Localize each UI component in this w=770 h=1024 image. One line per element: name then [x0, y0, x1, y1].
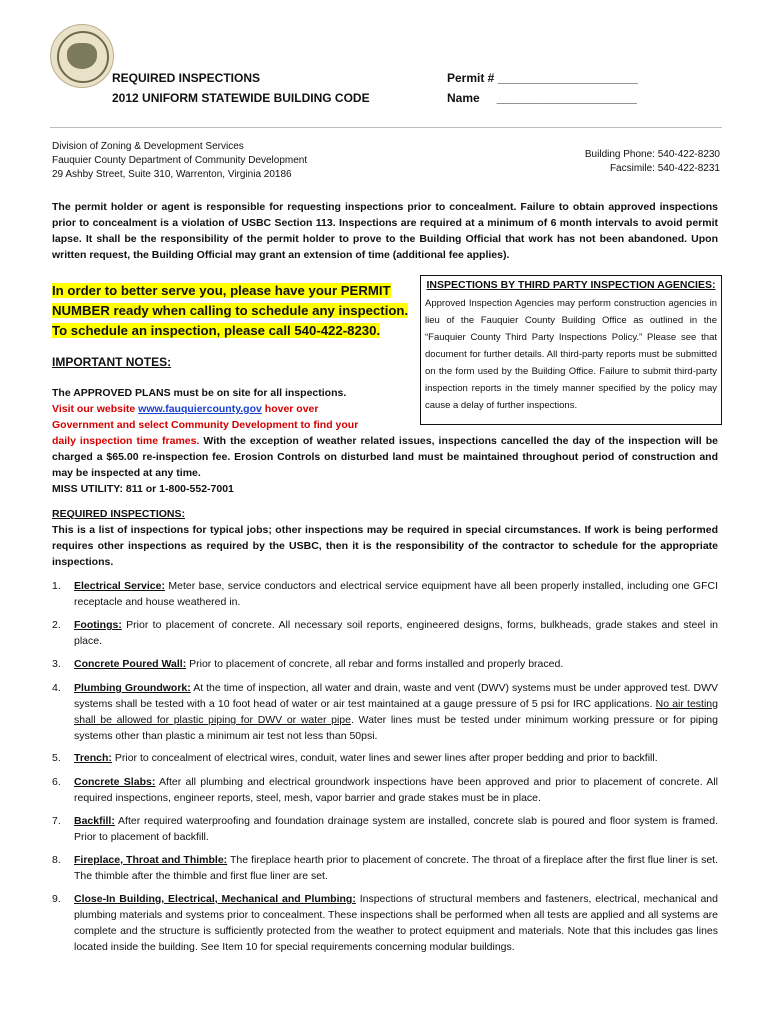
- item-number: 8.: [52, 854, 61, 866]
- list-item: [52, 656, 718, 672]
- item-title: Close-In Building, Electrical, Mechanical and Plumbing:: [74, 893, 356, 905]
- notes-paragraph: [52, 433, 718, 497]
- permit-field[interactable]: Permit # _____________________: [447, 71, 638, 85]
- permit-block: [447, 68, 638, 108]
- callout-line-3: To schedule an inspection, please call 540-422-8230.: [52, 323, 381, 338]
- website-note: [52, 401, 422, 417]
- required-inspections-heading: REQUIRED INSPECTIONS:: [52, 508, 186, 520]
- name-field[interactable]: [447, 88, 638, 108]
- title-line-1: REQUIRED INSPECTIONS: [112, 71, 261, 85]
- approved-plans-note: The APPROVED PLANS must be on site for all inspections.: [52, 387, 347, 399]
- item-text: Meter base, service conductors and electrical service equipment have all been properly installed, including one GFCI receptacle and house weathered in.: [74, 580, 718, 608]
- item-number: 9.: [52, 893, 61, 905]
- item-text: After all plumbing and electrical groundwork inspections have been approved and prior to placement of concrete. All required inspections, engineer reports, steel, mesh, vapor barrier and grade stakes must be in place.: [74, 776, 718, 804]
- item-text: The fireplace hearth prior to placement of concrete. The throat of a fireplace after the first flue liner is set. The thimble after the thimble and first flue liner are set.: [74, 854, 719, 882]
- item-text: At the time of inspection, all water and drain, waste and vent (DWV) systems must be under approved test. DWV systems shall be tested with a 10 foot head of water or air test maintained at a gauge pressure of 5 psi for IRC applications.: [74, 682, 718, 710]
- item-number: 4.: [52, 682, 61, 694]
- list-item: [52, 578, 718, 610]
- third-party-box: [420, 275, 722, 425]
- intro-paragraph: The permit holder or agent is responsible for requesting inspections prior to concealment. Failure to obtain approved inspections prior to concealment is a violation of USBC Section 113. Inspections are required at a minimum of 6 month intervals to avoid permit lapse. It shall be the responsibility of the permit holder to prove to the Building Official that work has not been abandoned. Upon written request, the Building Official may grant an extension of time (additional fee applies).: [52, 201, 718, 261]
- item-title: Backfill:: [74, 815, 115, 827]
- list-item: [52, 680, 718, 744]
- item-text: Inspections of structural members and fasteners, electrical, mechanical and plumbing materials and systems prior to concealment. These inspections shall be performed when all tests are applied and all systems are complete and the structure is sufficiently protected from the weather to protect equipment and materials. Note that this includes gas lines located inside the building. See Item 10 for special requirements concerning modular buildings.: [74, 893, 718, 953]
- item-number: 6.: [52, 776, 61, 788]
- schedule-callout: [52, 281, 414, 341]
- item-number: 2.: [52, 619, 61, 631]
- notes-short-lines: [52, 385, 422, 433]
- list-item: [52, 750, 718, 766]
- item-number: 5.: [52, 752, 61, 764]
- government-note: Government and select Community Development to find your: [52, 419, 359, 431]
- item-title: Fireplace, Throat and Thimble:: [74, 854, 228, 866]
- callout-line-2: NUMBER ready when calling to schedule any inspection.: [52, 303, 409, 318]
- third-party-title: INSPECTIONS BY THIRD PARTY INSPECTION AGENCIES:: [426, 279, 716, 291]
- list-item: [52, 852, 718, 884]
- street-address: 29 Ashby Street, Suite 310, Warrenton, Virginia 20186: [52, 169, 292, 180]
- header-divider: [50, 127, 722, 128]
- contact-block: [560, 148, 720, 176]
- website-link[interactable]: www.fauquiercounty.gov: [138, 403, 262, 415]
- title-line-2: 2012 UNIFORM STATEWIDE BUILDING CODE: [112, 91, 370, 105]
- item-title: Trench:: [74, 752, 112, 764]
- office-address-block: [52, 140, 307, 182]
- seal-emblem: [67, 43, 97, 69]
- daily-timeframes: daily inspection time frames.: [52, 435, 200, 447]
- division-name: Division of Zoning & Development Services: [52, 141, 244, 152]
- item-text: Prior to placement of concrete. All necessary soil reports, engineered designs, forms, bulkheads, grade stakes and steel in place.: [74, 619, 718, 647]
- county-seal-logo: [50, 24, 114, 88]
- item-text: Prior to placement of concrete, all rebar and forms installed and properly braced.: [186, 658, 564, 670]
- document-title: [112, 68, 370, 108]
- item-number: 1.: [52, 580, 61, 592]
- important-notes-heading: IMPORTANT NOTES:: [52, 355, 172, 369]
- list-item: [52, 813, 718, 845]
- item-title: Concrete Poured Wall:: [74, 658, 187, 670]
- miss-utility: MISS UTILITY: 811 or 1-800-552-7001: [52, 483, 234, 495]
- item-title: Footings:: [74, 619, 122, 631]
- callout-line-1: In order to better serve you, please have your PERMIT: [52, 283, 391, 298]
- list-item: [52, 774, 718, 806]
- reinspection-note: With the exception of weather related issues, inspections cancelled the day of the inspection will be charged a $65.00 re-inspection fee. Erosion Controls on disturbed land must be maintained throughout period of construction and may be inspected at any time.: [52, 435, 718, 479]
- name-label: Name: [447, 91, 480, 105]
- list-item: [52, 891, 718, 955]
- item-text: After required waterproofing and foundation drainage system are installed, concrete slab is poured and floor system is framed. Prior to placement of backfill.: [74, 815, 718, 843]
- third-party-body: Approved Inspection Agencies may perform construction agencies in lieu of the Fauquier County Building Office as outlined in the “Fauquier County Third Party Inspections Policy.” Please see that document for further details. All third-party reports must be submitted on the form used by the Building Office. Failure to submit third-party inspection reports in the timely manner specified by the policy may cause a delay of further inspections.: [425, 298, 717, 411]
- fax-number: Facsimile: 540-422-8231: [609, 163, 720, 174]
- name-line: _____________________: [496, 91, 637, 105]
- item-title: Electrical Service:: [74, 580, 165, 592]
- item-number: 7.: [52, 815, 61, 827]
- list-item: [52, 617, 718, 649]
- website-note-pre: Visit our website: [52, 403, 139, 415]
- building-phone: Building Phone: 540-422-8230: [584, 149, 720, 160]
- item-text: Prior to concealment of electrical wires, conduit, water lines and sewer lines after proper bedding and prior to backfill.: [111, 752, 658, 764]
- item-text-tail: . Water lines must be tested under minimum working pressure or for piping systems other than plastic a minimum air test not less than 50psi.: [74, 714, 718, 742]
- item-title: Plumbing Groundwork:: [74, 682, 191, 694]
- website-note-post: hover over: [261, 403, 319, 415]
- required-intro: This is a list of inspections for typical jobs; other inspections may be required in special circumstances. If work is being performed requires other inspections as required by the USBC, then it is the responsibility of the contractor to schedule for the appropriate inspections.: [52, 524, 718, 568]
- department-name: Fauquier County Department of Community Development: [52, 155, 308, 166]
- item-title: Concrete Slabs:: [74, 776, 156, 788]
- item-underlined-text: No air testing shall be allowed for plastic piping for DWV or water pipe: [74, 698, 718, 726]
- item-number: 3.: [52, 658, 61, 670]
